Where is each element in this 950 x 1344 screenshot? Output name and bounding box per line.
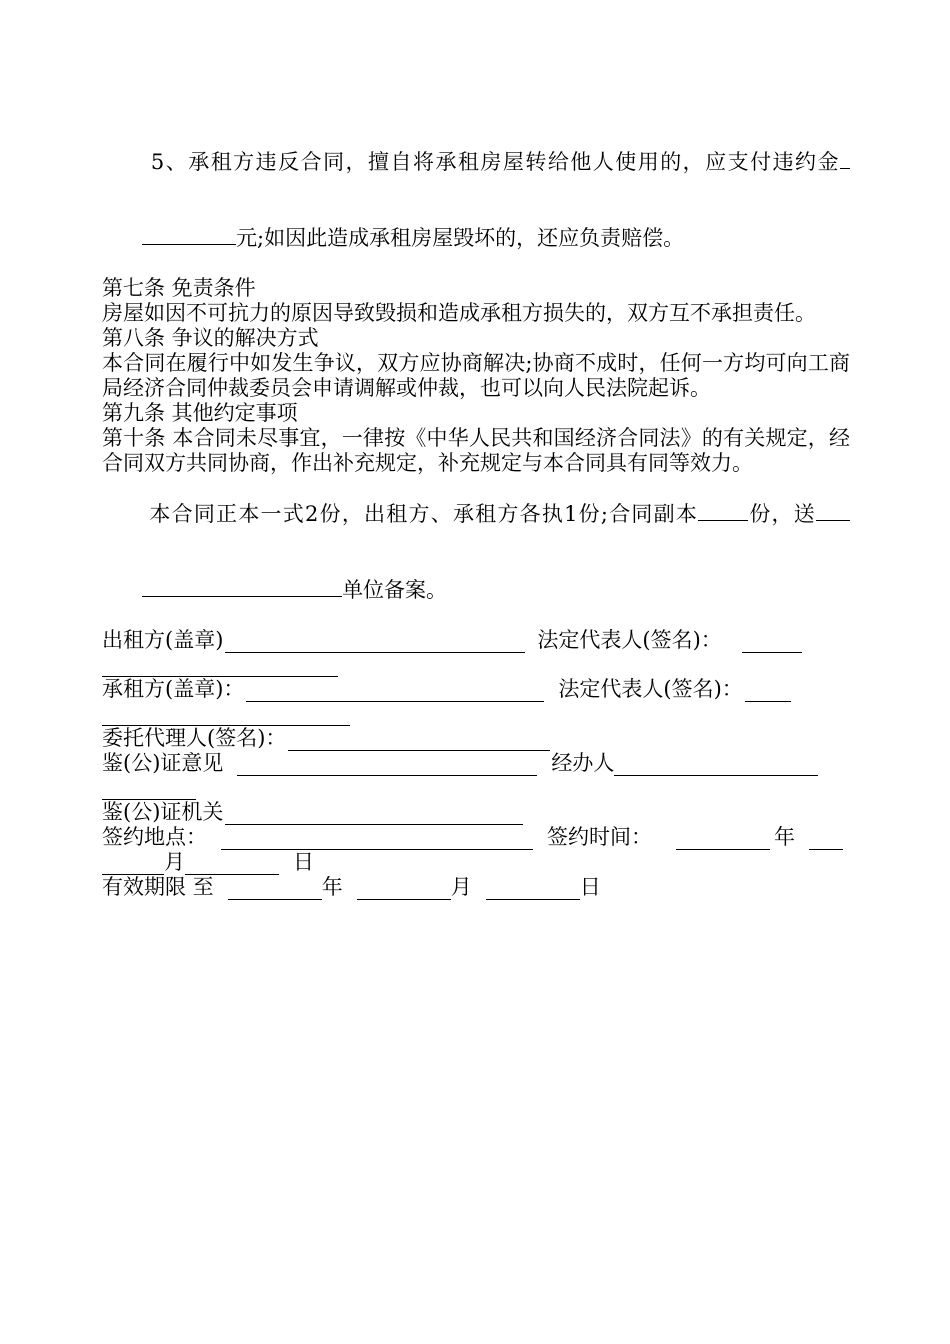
lessee-seal-blank	[246, 682, 544, 702]
agent-blank	[288, 731, 550, 751]
article-10-body: 第十条 本合同未尽事宜，一律按《中华人民共和国经济合同法》的有关规定，经合同双方共同协商，作出补充规定，补充规定与本合同具有同等效力。	[102, 426, 850, 475]
recipient-blank-start	[816, 501, 850, 521]
article-6-item-5: 5、承租方违反合同，擅自将承租房屋转给他人使用的，应支付违约金	[102, 124, 850, 200]
lessee-rep-label: 法定代表人(签名)：	[558, 677, 743, 701]
sign-year-blank	[676, 830, 770, 850]
sign-day-label: 日	[293, 850, 314, 874]
article-6-item-5-cont: 元;如因此造成承租房屋毁坏的，还应负责赔偿。	[102, 200, 850, 276]
recipient-unit-blank	[142, 577, 342, 597]
lessee-rep-blank	[745, 682, 791, 702]
article-9-title: 第九条 其他约定事项	[102, 401, 298, 425]
lessee-signature-row	[102, 677, 850, 702]
lessor-rep-blank-cont	[102, 653, 850, 677]
copies-line: 本合同正本一式2份，出租方、承租方各执1份;合同副本 份，送	[102, 476, 850, 552]
lessor-seal-blank	[225, 633, 525, 653]
penalty-blank-start	[840, 149, 850, 169]
validity-year-label: 年	[321, 875, 343, 899]
lessor-rep-blank	[742, 633, 802, 653]
agent-row	[102, 726, 850, 751]
lessee-label: 承租方(盖章)：	[102, 677, 245, 701]
copies-count-blank	[698, 501, 748, 521]
lessee-rep-blank-line2	[102, 706, 350, 726]
lessor-rep-label: 法定代表人(签名)：	[537, 628, 722, 652]
article-7-title: 第七条 免责条件	[102, 276, 256, 300]
validity-label: 有效期限 至	[102, 875, 214, 899]
handler-label: 经办人	[551, 751, 615, 775]
notary-office-blank	[225, 805, 523, 825]
validity-day-label: 日	[579, 875, 601, 899]
notary-office-label: 鉴(公)证机关	[102, 800, 224, 824]
handler-blank-cont	[102, 776, 850, 800]
article-8-title: 第八条 争议的解决方式	[102, 326, 319, 350]
sign-place-time-row	[102, 825, 850, 850]
lessor-rep-blank-line2	[102, 657, 338, 677]
article-8-body: 本合同在履行中如发生争议，双方应协商解决;协商不成时，任何一方均可向工商局经济合同仲裁委员会申请调解或仲裁，也可以向人民法院起诉。	[102, 351, 850, 400]
handler-blank-line2	[102, 780, 196, 800]
notary-opinion-blank	[237, 756, 537, 776]
validity-year-blank	[228, 880, 322, 900]
sign-day-blank	[185, 855, 279, 875]
lessee-rep-blank-cont	[102, 702, 850, 726]
penalty-amount-blank	[142, 225, 236, 245]
sign-place-blank	[221, 830, 533, 850]
notary-opinion-label: 鉴(公)证意见	[102, 751, 224, 775]
sign-month-label: 月	[164, 850, 185, 874]
validity-day-blank	[486, 880, 580, 900]
contract-text	[102, 124, 850, 900]
handler-blank	[614, 756, 818, 776]
sign-place-label: 签约地点：	[102, 825, 207, 849]
sign-year-label: 年	[774, 825, 795, 849]
sign-time-label: 签约时间：	[547, 825, 652, 849]
notary-opinion-row	[102, 751, 850, 776]
sign-date-cont	[102, 850, 850, 875]
validity-month-label: 月	[450, 875, 472, 899]
agent-label: 委托代理人(签名)：	[102, 726, 287, 750]
validity-month-blank	[357, 880, 451, 900]
notary-office-row	[102, 800, 850, 825]
copies-line-cont: 单位备案。	[102, 552, 850, 628]
sign-month-blank-start	[809, 830, 843, 850]
validity-row	[102, 875, 850, 900]
article-7-body: 房屋如因不可抗力的原因导致毁损和造成承租方损失的，双方互不承担责任。	[102, 301, 816, 325]
sign-month-blank	[102, 855, 164, 875]
lessor-label: 出租方(盖章)	[102, 628, 224, 652]
lessor-signature-row	[102, 628, 850, 653]
